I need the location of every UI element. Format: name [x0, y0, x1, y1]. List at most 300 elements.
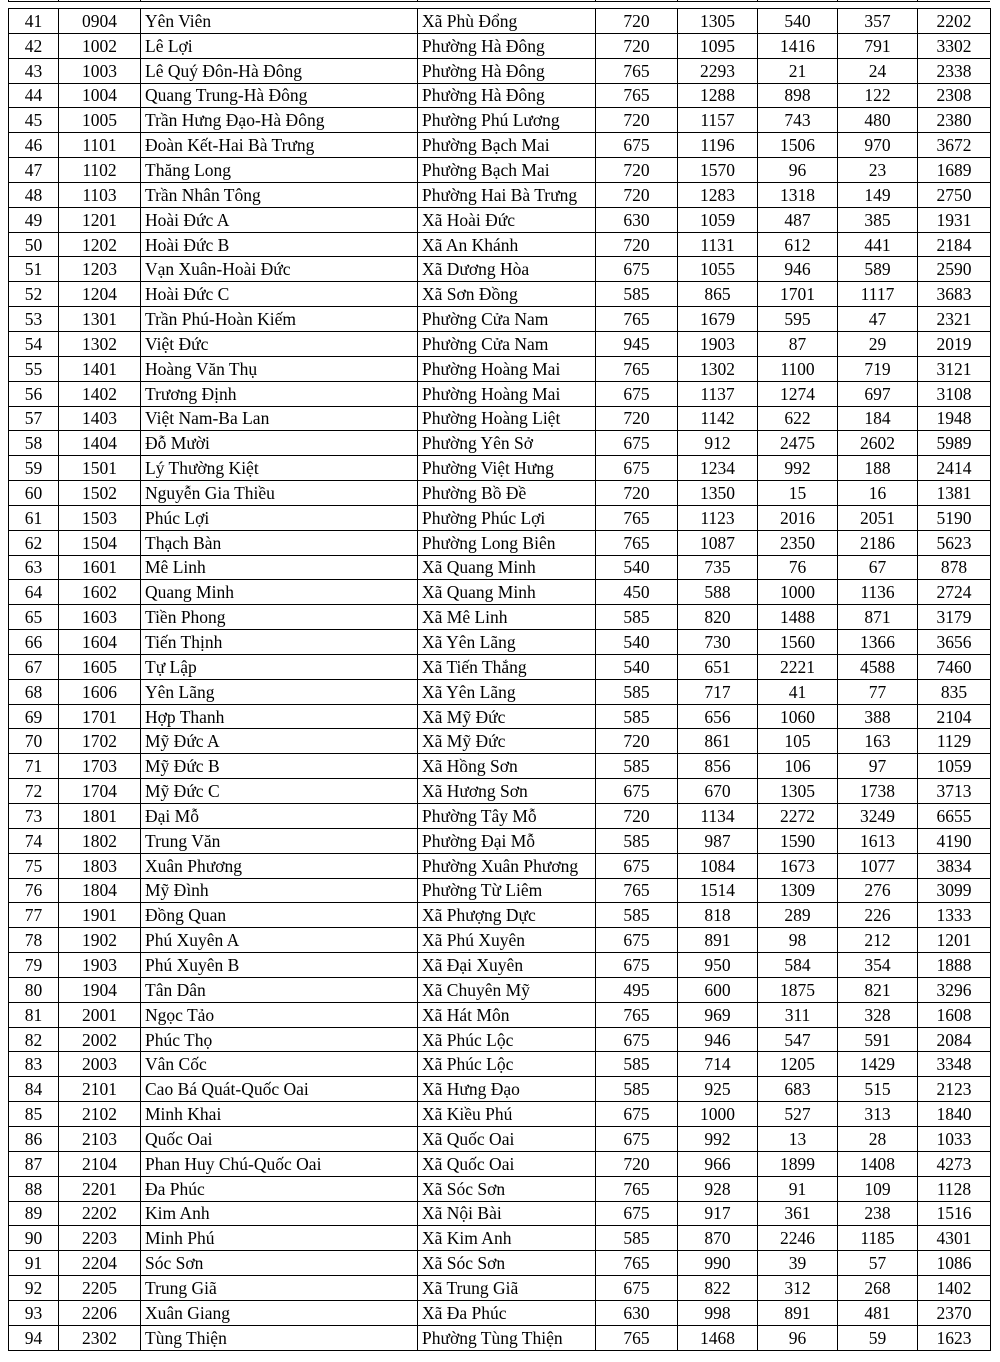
row-number: 69 — [9, 704, 59, 729]
row-number: 53 — [9, 307, 59, 332]
col-6-value: 818 — [678, 903, 758, 928]
total-value: 1516 — [918, 1201, 991, 1226]
col-7-value: 1488 — [758, 605, 838, 630]
school-name: Kim Anh — [141, 1201, 418, 1226]
ward-commune: Xã Phúc Lộc — [418, 1052, 596, 1077]
ward-commune: Phường Phúc Lợi — [418, 505, 596, 530]
col-8-value: 1429 — [838, 1052, 918, 1077]
row-number: 55 — [9, 356, 59, 381]
total-value: 2123 — [918, 1077, 991, 1102]
total-value: 3099 — [918, 878, 991, 903]
table-row — [9, 207, 991, 232]
school-name: Hợp Thanh — [141, 704, 418, 729]
ward-commune: Phường Đại Mỗ — [418, 828, 596, 853]
school-code: 1005 — [59, 108, 141, 133]
table-row — [9, 505, 991, 530]
ward-commune: Xã Mỹ Đức — [418, 704, 596, 729]
col-7-value: 1318 — [758, 182, 838, 207]
ward-commune: Xã Sơn Đồng — [418, 282, 596, 307]
table-row — [9, 1027, 991, 1052]
col-6-value: 928 — [678, 1176, 758, 1201]
total-value: 2750 — [918, 182, 991, 207]
total-value: 4301 — [918, 1226, 991, 1251]
row-number: 94 — [9, 1325, 59, 1350]
school-name: Đồng Quan — [141, 903, 418, 928]
col-7-value: 76 — [758, 555, 838, 580]
total-value: 2724 — [918, 580, 991, 605]
school-name: Tiến Thịnh — [141, 630, 418, 655]
col-6-value: 2293 — [678, 58, 758, 83]
school-code: 1904 — [59, 977, 141, 1002]
col-6-value: 1059 — [678, 207, 758, 232]
quota: 675 — [596, 1276, 678, 1301]
col-8-value: 589 — [838, 257, 918, 282]
col-8-value: 480 — [838, 108, 918, 133]
col-7-value: 743 — [758, 108, 838, 133]
quota: 585 — [596, 1052, 678, 1077]
col-7-value: 312 — [758, 1276, 838, 1301]
col-6-value: 891 — [678, 928, 758, 953]
school-code: 1602 — [59, 580, 141, 605]
row-number: 89 — [9, 1201, 59, 1226]
table-row — [9, 903, 991, 928]
total-value: 835 — [918, 679, 991, 704]
col-7-value: 891 — [758, 1300, 838, 1325]
quota: 585 — [596, 754, 678, 779]
quota: 765 — [596, 83, 678, 108]
table-row — [9, 1126, 991, 1151]
row-number: 87 — [9, 1151, 59, 1176]
row-number: 62 — [9, 530, 59, 555]
school-name: Mỹ Đức B — [141, 754, 418, 779]
quota: 675 — [596, 431, 678, 456]
row-number: 52 — [9, 282, 59, 307]
ward-commune: Xã Quốc Oai — [418, 1126, 596, 1151]
col-7-value: 311 — [758, 1002, 838, 1027]
row-number: 61 — [9, 505, 59, 530]
col-8-value: 2602 — [838, 431, 918, 456]
quota: 720 — [596, 33, 678, 58]
row-number: 51 — [9, 257, 59, 282]
school-name: Lý Thường Kiệt — [141, 456, 418, 481]
ward-commune: Xã Mỹ Đức — [418, 729, 596, 754]
school-name: Trần Hưng Đạo-Hà Đông — [141, 108, 418, 133]
col-7-value: 487 — [758, 207, 838, 232]
table-row — [9, 1201, 991, 1226]
quota: 720 — [596, 108, 678, 133]
col-6-value: 656 — [678, 704, 758, 729]
table-row — [9, 605, 991, 630]
quota: 765 — [596, 1176, 678, 1201]
total-value: 2338 — [918, 58, 991, 83]
row-number: 58 — [9, 431, 59, 456]
row-number: 73 — [9, 804, 59, 829]
col-6-value: 1514 — [678, 878, 758, 903]
col-7-value: 39 — [758, 1251, 838, 1276]
table-row — [9, 1276, 991, 1301]
col-8-value: 1366 — [838, 630, 918, 655]
col-6-value: 925 — [678, 1077, 758, 1102]
ward-commune: Xã Đa Phúc — [418, 1300, 596, 1325]
ward-commune: Xã Yên Lãng — [418, 679, 596, 704]
school-code: 1804 — [59, 878, 141, 903]
col-6-value: 1137 — [678, 381, 758, 406]
ward-commune: Xã Tiến Thắng — [418, 654, 596, 679]
quota: 675 — [596, 1126, 678, 1151]
row-number: 44 — [9, 83, 59, 108]
total-value: 1623 — [918, 1325, 991, 1350]
col-7-value: 527 — [758, 1102, 838, 1127]
quota: 630 — [596, 207, 678, 232]
col-7-value: 683 — [758, 1077, 838, 1102]
row-number: 56 — [9, 381, 59, 406]
school-code: 1501 — [59, 456, 141, 481]
school-name: Trung Văn — [141, 828, 418, 853]
school-name: Ngọc Tảo — [141, 1002, 418, 1027]
table-row — [9, 1226, 991, 1251]
table-row — [9, 779, 991, 804]
col-7-value: 1506 — [758, 133, 838, 158]
school-name: Mỹ Đức A — [141, 729, 418, 754]
table-row — [9, 257, 991, 282]
col-6-value: 1131 — [678, 232, 758, 257]
col-8-value: 97 — [838, 754, 918, 779]
ward-commune: Phường Việt Hưng — [418, 456, 596, 481]
school-code: 2302 — [59, 1325, 141, 1350]
col-8-value: 57 — [838, 1251, 918, 1276]
row-number: 60 — [9, 481, 59, 506]
quota: 720 — [596, 804, 678, 829]
school-code: 1402 — [59, 381, 141, 406]
col-8-value: 212 — [838, 928, 918, 953]
school-code: 1103 — [59, 182, 141, 207]
quota: 765 — [596, 1251, 678, 1276]
school-name: Phúc Thọ — [141, 1027, 418, 1052]
school-code: 2103 — [59, 1126, 141, 1151]
col-6-value: 861 — [678, 729, 758, 754]
col-7-value: 2272 — [758, 804, 838, 829]
col-6-value: 1095 — [678, 33, 758, 58]
col-6-value: 1196 — [678, 133, 758, 158]
col-6-value: 950 — [678, 953, 758, 978]
table-row — [9, 9, 991, 34]
col-8-value: 1077 — [838, 853, 918, 878]
school-name: Lê Lợi — [141, 33, 418, 58]
ward-commune: Phường Hai Bà Trưng — [418, 182, 596, 207]
col-8-value: 276 — [838, 878, 918, 903]
col-6-value: 1084 — [678, 853, 758, 878]
col-7-value: 361 — [758, 1201, 838, 1226]
ward-commune: Xã Hương Sơn — [418, 779, 596, 804]
quota: 675 — [596, 456, 678, 481]
col-7-value: 105 — [758, 729, 838, 754]
row-number: 91 — [9, 1251, 59, 1276]
col-7-value: 1205 — [758, 1052, 838, 1077]
col-7-value: 15 — [758, 481, 838, 506]
table-row — [9, 1002, 991, 1027]
ward-commune: Xã Hưng Đạo — [418, 1077, 596, 1102]
school-code: 1003 — [59, 58, 141, 83]
school-code: 1101 — [59, 133, 141, 158]
table-row — [9, 158, 991, 183]
col-8-value: 385 — [838, 207, 918, 232]
col-6-value: 1302 — [678, 356, 758, 381]
row-number: 80 — [9, 977, 59, 1002]
quota: 675 — [596, 779, 678, 804]
quota: 720 — [596, 406, 678, 431]
col-8-value: 109 — [838, 1176, 918, 1201]
col-8-value: 354 — [838, 953, 918, 978]
row-number: 76 — [9, 878, 59, 903]
table-row — [9, 1102, 991, 1127]
col-7-value: 595 — [758, 307, 838, 332]
row-number: 49 — [9, 207, 59, 232]
school-code: 1502 — [59, 481, 141, 506]
col-6-value: 1000 — [678, 1102, 758, 1127]
col-7-value: 1899 — [758, 1151, 838, 1176]
table-row — [9, 828, 991, 853]
row-number: 77 — [9, 903, 59, 928]
school-name: Thăng Long — [141, 158, 418, 183]
school-code: 1604 — [59, 630, 141, 655]
total-value: 3834 — [918, 853, 991, 878]
col-6-value: 1570 — [678, 158, 758, 183]
ward-commune: Xã Phú Xuyên — [418, 928, 596, 953]
row-number: 83 — [9, 1052, 59, 1077]
col-8-value: 328 — [838, 1002, 918, 1027]
table-row — [9, 83, 991, 108]
school-code: 1102 — [59, 158, 141, 183]
total-value: 2380 — [918, 108, 991, 133]
total-value: 3296 — [918, 977, 991, 1002]
col-8-value: 1613 — [838, 828, 918, 853]
total-value: 5190 — [918, 505, 991, 530]
total-value: 4190 — [918, 828, 991, 853]
total-value: 1333 — [918, 903, 991, 928]
table-row — [9, 1151, 991, 1176]
ward-commune: Xã Quang Minh — [418, 580, 596, 605]
row-number: 48 — [9, 182, 59, 207]
school-name: Cao Bá Quát-Quốc Oai — [141, 1077, 418, 1102]
col-8-value: 2186 — [838, 530, 918, 555]
school-name: Mỹ Đình — [141, 878, 418, 903]
quota: 540 — [596, 555, 678, 580]
row-number: 50 — [9, 232, 59, 257]
ward-commune: Xã Quang Minh — [418, 555, 596, 580]
total-value: 1840 — [918, 1102, 991, 1127]
header-remnant-table — [8, 0, 990, 2]
quota: 720 — [596, 158, 678, 183]
col-8-value: 719 — [838, 356, 918, 381]
school-code: 1903 — [59, 953, 141, 978]
quota: 675 — [596, 381, 678, 406]
col-8-value: 59 — [838, 1325, 918, 1350]
col-6-value: 946 — [678, 1027, 758, 1052]
header-row-remnant — [8, 0, 990, 8]
col-7-value: 1305 — [758, 779, 838, 804]
school-code: 2001 — [59, 1002, 141, 1027]
table-row — [9, 555, 991, 580]
table-row — [9, 108, 991, 133]
school-code: 1902 — [59, 928, 141, 953]
total-value: 878 — [918, 555, 991, 580]
col-7-value: 1416 — [758, 33, 838, 58]
ward-commune: Phường Từ Liêm — [418, 878, 596, 903]
total-value: 5623 — [918, 530, 991, 555]
school-name: Yên Lãng — [141, 679, 418, 704]
col-8-value: 970 — [838, 133, 918, 158]
school-name: Trần Nhân Tông — [141, 182, 418, 207]
row-number: 78 — [9, 928, 59, 953]
col-6-value: 966 — [678, 1151, 758, 1176]
table-row — [9, 1251, 991, 1276]
ward-commune: Phường Hoàng Mai — [418, 381, 596, 406]
col-8-value: 515 — [838, 1077, 918, 1102]
school-name: Đỗ Mười — [141, 431, 418, 456]
col-6-value: 987 — [678, 828, 758, 853]
ward-commune: Phường Bạch Mai — [418, 158, 596, 183]
total-value: 2084 — [918, 1027, 991, 1052]
school-name: Vạn Xuân-Hoài Đức — [141, 257, 418, 282]
col-7-value: 91 — [758, 1176, 838, 1201]
quota: 720 — [596, 232, 678, 257]
quota: 765 — [596, 58, 678, 83]
row-number: 79 — [9, 953, 59, 978]
school-code: 1901 — [59, 903, 141, 928]
col-8-value: 16 — [838, 481, 918, 506]
school-code: 1204 — [59, 282, 141, 307]
col-6-value: 670 — [678, 779, 758, 804]
school-code: 1601 — [59, 555, 141, 580]
col-8-value: 268 — [838, 1276, 918, 1301]
col-7-value: 946 — [758, 257, 838, 282]
row-number: 59 — [9, 456, 59, 481]
col-6-value: 730 — [678, 630, 758, 655]
row-number: 68 — [9, 679, 59, 704]
col-6-value: 1055 — [678, 257, 758, 282]
table-row — [9, 133, 991, 158]
table-body — [9, 9, 991, 1351]
row-number: 90 — [9, 1226, 59, 1251]
school-code: 2201 — [59, 1176, 141, 1201]
table-row — [9, 679, 991, 704]
quota: 675 — [596, 1102, 678, 1127]
col-7-value: 1000 — [758, 580, 838, 605]
col-8-value: 47 — [838, 307, 918, 332]
school-code: 1605 — [59, 654, 141, 679]
quota: 720 — [596, 1151, 678, 1176]
col-7-value: 96 — [758, 1325, 838, 1350]
quota: 765 — [596, 307, 678, 332]
quota: 540 — [596, 654, 678, 679]
ward-commune: Xã Mê Linh — [418, 605, 596, 630]
row-number: 66 — [9, 630, 59, 655]
col-6-value: 917 — [678, 1201, 758, 1226]
col-6-value: 1123 — [678, 505, 758, 530]
school-name: Mê Linh — [141, 555, 418, 580]
row-number: 92 — [9, 1276, 59, 1301]
col-6-value: 1288 — [678, 83, 758, 108]
school-quota-table-container — [8, 8, 990, 1351]
school-name: Trương Định — [141, 381, 418, 406]
col-7-value: 584 — [758, 953, 838, 978]
col-7-value: 898 — [758, 83, 838, 108]
table-row — [9, 580, 991, 605]
col-7-value: 41 — [758, 679, 838, 704]
total-value: 3108 — [918, 381, 991, 406]
col-8-value: 4588 — [838, 654, 918, 679]
row-number: 74 — [9, 828, 59, 853]
col-8-value: 1136 — [838, 580, 918, 605]
row-number: 75 — [9, 853, 59, 878]
total-value: 2414 — [918, 456, 991, 481]
school-name: Vân Cốc — [141, 1052, 418, 1077]
col-8-value: 3249 — [838, 804, 918, 829]
school-name: Phan Huy Chú-Quốc Oai — [141, 1151, 418, 1176]
quota: 675 — [596, 853, 678, 878]
row-number: 42 — [9, 33, 59, 58]
table-row — [9, 1325, 991, 1350]
col-8-value: 791 — [838, 33, 918, 58]
quota: 765 — [596, 505, 678, 530]
quota: 540 — [596, 630, 678, 655]
ward-commune: Xã Nội Bài — [418, 1201, 596, 1226]
ward-commune: Phường Tây Mỗ — [418, 804, 596, 829]
school-code: 1504 — [59, 530, 141, 555]
school-name: Đa Phúc — [141, 1176, 418, 1201]
col-6-value: 651 — [678, 654, 758, 679]
ward-commune: Xã Phù Đổng — [418, 9, 596, 34]
school-code: 1606 — [59, 679, 141, 704]
school-code: 1404 — [59, 431, 141, 456]
total-value: 1129 — [918, 729, 991, 754]
ward-commune: Xã An Khánh — [418, 232, 596, 257]
school-code: 2003 — [59, 1052, 141, 1077]
col-7-value: 106 — [758, 754, 838, 779]
ward-commune: Xã Hát Môn — [418, 1002, 596, 1027]
school-name: Tự Lập — [141, 654, 418, 679]
col-6-value: 969 — [678, 1002, 758, 1027]
col-8-value: 697 — [838, 381, 918, 406]
table-row — [9, 654, 991, 679]
quota: 675 — [596, 1027, 678, 1052]
school-code: 1704 — [59, 779, 141, 804]
ward-commune: Phường Hà Đông — [418, 33, 596, 58]
col-7-value: 13 — [758, 1126, 838, 1151]
quota: 585 — [596, 903, 678, 928]
total-value: 3683 — [918, 282, 991, 307]
col-7-value: 2475 — [758, 431, 838, 456]
table-row — [9, 754, 991, 779]
school-code: 1401 — [59, 356, 141, 381]
school-name: Hoàng Văn Thụ — [141, 356, 418, 381]
col-6-value: 820 — [678, 605, 758, 630]
col-6-value: 1305 — [678, 9, 758, 34]
col-7-value: 2246 — [758, 1226, 838, 1251]
col-8-value: 2051 — [838, 505, 918, 530]
row-number: 81 — [9, 1002, 59, 1027]
quota: 585 — [596, 679, 678, 704]
col-8-value: 238 — [838, 1201, 918, 1226]
total-value: 1888 — [918, 953, 991, 978]
table-row — [9, 406, 991, 431]
row-number: 85 — [9, 1102, 59, 1127]
table-row — [9, 804, 991, 829]
row-number: 72 — [9, 779, 59, 804]
col-7-value: 547 — [758, 1027, 838, 1052]
table-row — [9, 853, 991, 878]
col-8-value: 24 — [838, 58, 918, 83]
